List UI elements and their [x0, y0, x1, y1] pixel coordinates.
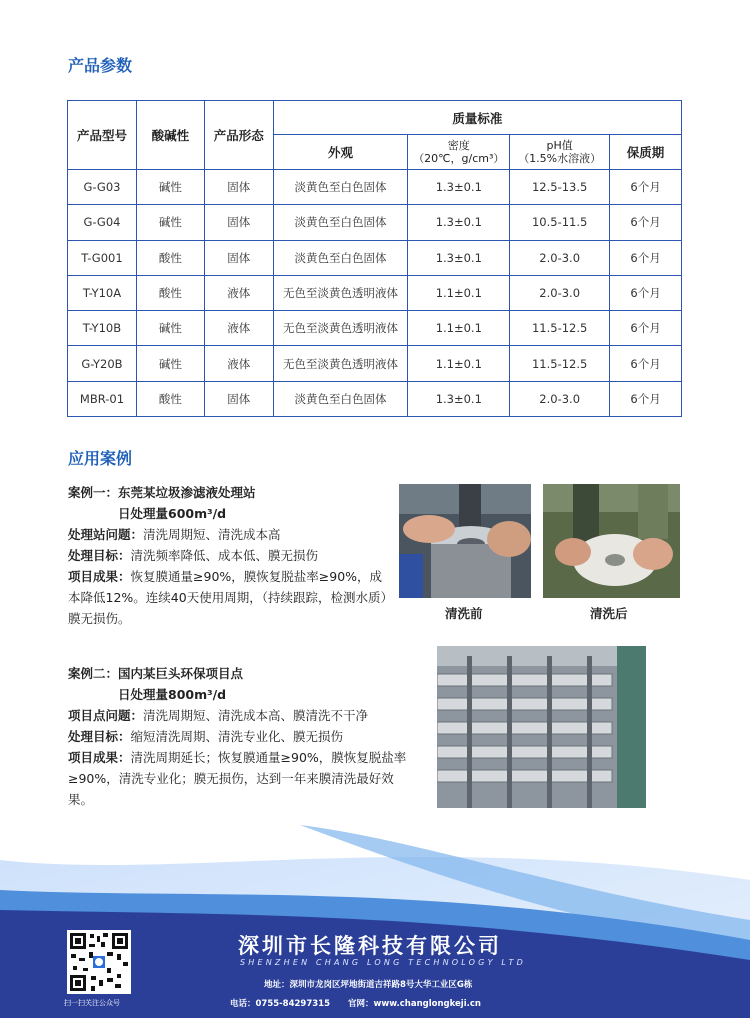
- header-model: 产品型号: [68, 101, 137, 170]
- cell-density: 1.1±0.1: [408, 275, 510, 310]
- case-one-volume: 日处理量600m³/d: [118, 506, 227, 521]
- phone: 电话：0755-84297315: [230, 999, 330, 1009]
- table-row: [68, 205, 682, 240]
- cell-acidity: 碱性: [136, 205, 204, 240]
- header-shelf: 保质期: [610, 135, 682, 170]
- cell-form: 液体: [204, 346, 273, 381]
- header-density: 密度 （20℃，g/cm³）: [408, 135, 510, 170]
- cell-ph: 10.5-11.5: [510, 205, 610, 240]
- photo-before-cleaning: [399, 484, 531, 598]
- cell-ph: 2.0-3.0: [510, 275, 610, 310]
- cell-form: 固体: [204, 205, 273, 240]
- company-name-en: SHENZHEN CHANG LONG TECHNOLOGY LTD: [240, 958, 526, 967]
- cell-acidity: 碱性: [136, 170, 204, 205]
- cell-model: T-Y10A: [68, 275, 137, 310]
- cell-model: MBR-01: [68, 381, 137, 416]
- cell-density: 1.3±0.1: [408, 381, 510, 416]
- cell-acidity: 碱性: [136, 346, 204, 381]
- cell-appearance: 无色至淡黄色透明液体: [273, 311, 408, 346]
- case-two-goal: 处理目标：缩短清洗周期、清洗专业化、膜无损伤: [68, 729, 344, 744]
- section-title-params: 产品参数: [68, 56, 133, 75]
- case-one-problem: 处理站问题：清洗周期短、清洗成本高: [68, 527, 281, 542]
- table-row: [68, 275, 682, 310]
- company-address: 地址：深圳市龙岗区坪地街道吉祥路8号大华工业区G栋: [264, 980, 473, 990]
- section-title-cases: 应用案例: [68, 449, 133, 468]
- photo-membrane-racks: [437, 646, 646, 808]
- case-two-problem: 项目点问题：清洗周期短、清洗成本高、膜清洗不干净: [68, 708, 369, 723]
- qr-code: [67, 930, 131, 994]
- cell-model: G-G03: [68, 170, 137, 205]
- cell-shelf: 6个月: [610, 240, 682, 275]
- cell-acidity: 酸性: [136, 275, 204, 310]
- cell-appearance: 淡黄色至白色固体: [273, 170, 408, 205]
- photo-after-cleaning: [543, 484, 680, 598]
- cell-model: T-Y10B: [68, 311, 137, 346]
- header-appearance: 外观: [273, 135, 408, 170]
- table-row: [68, 170, 682, 205]
- cell-ph: 11.5-12.5: [510, 311, 610, 346]
- case-one-goal: 处理目标：清洗频率降低、成本低、膜无损伤: [68, 548, 319, 563]
- table-row: [68, 311, 682, 346]
- caption-after: 清洗后: [590, 606, 628, 621]
- table-row: [68, 381, 682, 416]
- cell-form: 固体: [204, 170, 273, 205]
- qr-caption: 扫一扫关注公众号: [64, 999, 120, 1007]
- cell-form: 固体: [204, 381, 273, 416]
- company-name: 深圳市长隆科技有限公司: [238, 934, 502, 958]
- cell-appearance: 淡黄色至白色固体: [273, 205, 408, 240]
- cell-acidity: 碱性: [136, 311, 204, 346]
- case-one: [68, 482, 388, 629]
- cell-model: G-Y20B: [68, 346, 137, 381]
- cell-shelf: 6个月: [610, 346, 682, 381]
- cell-ph: 2.0-3.0: [510, 381, 610, 416]
- cell-shelf: 6个月: [610, 311, 682, 346]
- case-one-result: 项目成果：恢复膜通量≥90%，膜恢复脱盐率≥90%，成本降低12%。连续40天使用周期，（持续跟踪，检测水质）膜无损伤。: [68, 569, 387, 626]
- header-form: 产品形态: [204, 101, 273, 170]
- cell-shelf: 6个月: [610, 275, 682, 310]
- cell-shelf: 6个月: [610, 381, 682, 416]
- header-acidity: 酸碱性: [136, 101, 204, 170]
- cell-density: 1.3±0.1: [408, 205, 510, 240]
- cell-ph: 2.0-3.0: [510, 240, 610, 275]
- table-row: [68, 346, 682, 381]
- cell-form: 固体: [204, 240, 273, 275]
- website-link[interactable]: 官网：www.changlongkeji.cn: [348, 999, 481, 1009]
- cell-model: T-G001: [68, 240, 137, 275]
- spec-table: [67, 100, 682, 417]
- cell-density: 1.3±0.1: [408, 240, 510, 275]
- cell-ph: 12.5-13.5: [510, 170, 610, 205]
- case-two-volume: 日处理量800m³/d: [118, 687, 227, 702]
- case-two-title: 案例二：国内某巨头环保项目点: [68, 666, 244, 681]
- cell-density: 1.1±0.1: [408, 346, 510, 381]
- cell-form: 液体: [204, 275, 273, 310]
- cell-appearance: 淡黄色至白色固体: [273, 381, 408, 416]
- case-two-result: 项目成果：清洗周期延长；恢复膜通量≥90%，膜恢复脱盐率≥90%，清洗专业化；膜无损伤，达到一年来膜清洗最好效果。: [68, 750, 407, 807]
- cell-acidity: 酸性: [136, 240, 204, 275]
- cell-density: 1.1±0.1: [408, 311, 510, 346]
- cell-model: G-G04: [68, 205, 137, 240]
- cell-ph: 11.5-12.5: [510, 346, 610, 381]
- header-ph: pH值 （1.5%水溶液）: [510, 135, 610, 170]
- table-row: [68, 240, 682, 275]
- cell-density: 1.3±0.1: [408, 170, 510, 205]
- header-quality: 质量标准: [273, 101, 681, 135]
- caption-before: 清洗前: [445, 606, 483, 621]
- cell-appearance: 淡黄色至白色固体: [273, 240, 408, 275]
- contact-line: [230, 997, 481, 1009]
- cell-acidity: 酸性: [136, 381, 204, 416]
- cell-appearance: 无色至淡黄色透明液体: [273, 346, 408, 381]
- cell-appearance: 无色至淡黄色透明液体: [273, 275, 408, 310]
- case-one-title: 案例一：东莞某垃圾渗滤液处理站: [68, 485, 256, 500]
- case-two: [68, 663, 413, 810]
- cell-shelf: 6个月: [610, 205, 682, 240]
- cell-form: 液体: [204, 311, 273, 346]
- cell-shelf: 6个月: [610, 170, 682, 205]
